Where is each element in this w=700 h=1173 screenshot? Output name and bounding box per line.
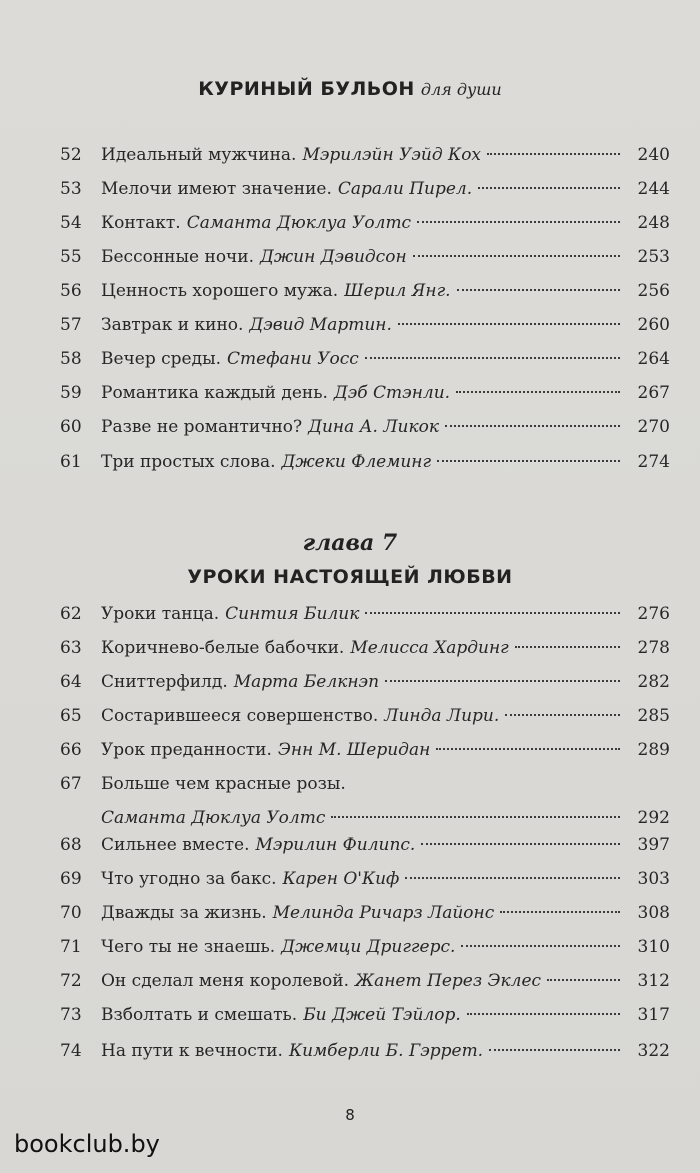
dot-leader xyxy=(456,391,620,393)
toc-entry-page: 264 xyxy=(637,349,670,369)
toc-entry-page: 278 xyxy=(637,638,670,658)
dot-leader xyxy=(436,748,620,750)
toc-entry-line xyxy=(101,410,670,444)
dot-leader xyxy=(515,646,620,648)
toc-entry-number: 54 xyxy=(60,213,82,233)
toc-entry-author: Мелинда Ричарз Лайонс xyxy=(272,903,495,923)
toc-entry-number: 64 xyxy=(60,672,82,692)
dot-leader xyxy=(437,460,620,462)
toc-entry-line xyxy=(101,1034,670,1068)
toc-entry-title: Коричнево-белые бабочки. xyxy=(101,638,345,658)
dot-leader xyxy=(467,1013,620,1015)
toc-entry-title: Он сделал меня королевой. xyxy=(101,971,349,991)
toc-entry xyxy=(0,665,700,699)
toc-entry-number: 66 xyxy=(60,740,82,760)
toc-entry-page: 256 xyxy=(637,281,670,301)
toc-entry-number: 59 xyxy=(60,383,82,403)
toc-entry-line xyxy=(101,376,670,410)
toc-entry-number: 62 xyxy=(60,604,82,624)
toc-entry-author: Дэб Стэнли. xyxy=(333,383,451,403)
toc-entry-author: Синтия Билик xyxy=(225,604,360,624)
dot-leader xyxy=(547,979,620,981)
toc-entry-number: 69 xyxy=(60,869,82,889)
toc-entry-line xyxy=(101,964,670,998)
dot-leader xyxy=(405,877,620,879)
dot-leader xyxy=(445,425,620,427)
toc-entry xyxy=(0,445,700,479)
toc-entry-author: Дэвид Мартин. xyxy=(249,315,392,335)
toc-entry-title: Сниттерфилд. xyxy=(101,672,228,692)
toc-entry-number: 52 xyxy=(60,145,82,165)
toc-entry xyxy=(0,1034,700,1068)
toc-entry-line xyxy=(101,274,670,308)
toc-entry xyxy=(0,930,700,964)
toc-entry-page: 317 xyxy=(637,1005,670,1025)
toc-entry-line xyxy=(101,998,670,1032)
toc-entry-page: 270 xyxy=(637,417,670,437)
toc-entry-author: Энн М. Шеридан xyxy=(277,740,431,760)
toc-entry-number: 71 xyxy=(60,937,82,957)
toc-entry-number: 70 xyxy=(60,903,82,923)
toc-entry xyxy=(0,699,700,733)
toc-entry-number: 61 xyxy=(60,452,82,472)
dot-leader xyxy=(365,612,620,614)
toc-entry-number: 58 xyxy=(60,349,82,369)
running-head xyxy=(0,78,700,100)
toc-entry-title: Взболтать и смешать. xyxy=(101,1005,298,1025)
toc-entry-number: 73 xyxy=(60,1005,82,1025)
toc-entry-title: Идеальный мужчина. xyxy=(101,145,297,165)
toc-entry xyxy=(0,896,700,930)
toc-entry-page: 292 xyxy=(637,808,670,828)
toc-entry-line xyxy=(101,631,670,665)
toc-entry-title: Завтрак и кино. xyxy=(101,315,244,335)
watermark: bookclub.by xyxy=(14,1130,160,1158)
toc-entry-author: Стефани Уосс xyxy=(227,349,359,369)
toc-entry-page: 244 xyxy=(637,179,670,199)
toc-entry-number: 55 xyxy=(60,247,82,267)
toc-entry-author: Жанет Перез Эклес xyxy=(354,971,542,991)
toc-entry-page: 285 xyxy=(637,706,670,726)
toc-entry xyxy=(0,964,700,998)
toc-entry-number: 65 xyxy=(60,706,82,726)
toc-entry xyxy=(0,862,700,896)
toc-entry-page: 303 xyxy=(637,869,670,889)
toc-entry-author: Саманта Дюклуа Уолтс xyxy=(101,808,326,828)
toc-entry xyxy=(0,172,700,206)
toc-entry-author: Джемци Дриггерс. xyxy=(281,937,456,957)
toc-entry-page: 276 xyxy=(637,604,670,624)
toc-entry xyxy=(0,308,700,342)
dot-leader xyxy=(421,843,620,845)
toc-entry-title: Ценность хорошего мужа. xyxy=(101,281,339,301)
page-number: 8 xyxy=(345,1106,355,1124)
dot-leader xyxy=(478,187,620,189)
toc-entry-title: Бессонные ночи. xyxy=(101,247,255,267)
toc-entry-page: 267 xyxy=(637,383,670,403)
toc-entry-number: 57 xyxy=(60,315,82,335)
toc-entry-title: Романтика каждый день. xyxy=(101,383,328,403)
toc-entry-number: 74 xyxy=(60,1041,82,1061)
toc-entry-title: Чего ты не знаешь. xyxy=(101,937,276,957)
toc-entry-title: Разве не романтично? xyxy=(101,417,303,437)
toc-entry-line xyxy=(101,862,670,896)
toc-entry-author: Джеки Флеминг xyxy=(281,452,432,472)
toc-entry-number: 63 xyxy=(60,638,82,658)
toc-entry xyxy=(0,733,700,767)
dot-leader xyxy=(417,221,620,223)
toc-entry-page: 248 xyxy=(637,213,670,233)
toc-entry-title: Уроки танца. xyxy=(101,604,220,624)
toc-entry-author: Мэрилэйн Уэйд Кох xyxy=(302,145,482,165)
toc-entry-page: 240 xyxy=(637,145,670,165)
toc-entry-line xyxy=(101,896,670,930)
toc-entry-number: 53 xyxy=(60,179,82,199)
toc-entry-title: Мелочи имеют значение. xyxy=(101,179,332,199)
dot-leader xyxy=(487,153,620,155)
toc-entry-author: Джин Дэвидсон xyxy=(260,247,407,267)
toc-entry-author: Саманта Дюклуа Уолтс xyxy=(186,213,412,233)
toc-entry-line xyxy=(101,172,670,206)
toc-entry xyxy=(0,828,700,862)
toc-entry xyxy=(0,410,700,444)
toc-entry-number: 67 xyxy=(60,774,82,794)
toc-entry-title: Состарившееся совершенство. xyxy=(101,706,379,726)
toc-entry-line xyxy=(101,930,670,964)
toc-entry-line xyxy=(101,828,670,862)
toc-entry-author: Сарали Пирел. xyxy=(337,179,473,199)
toc-entry-page: 274 xyxy=(637,452,670,472)
toc-entry-title: На пути к вечности. xyxy=(101,1041,283,1061)
toc-entry-author: Кимберли Б. Гэррет. xyxy=(288,1041,484,1061)
toc-entry-line xyxy=(101,342,670,376)
toc-entry xyxy=(0,240,700,274)
toc-entry xyxy=(0,376,700,410)
dot-leader xyxy=(461,945,620,947)
toc-entry-line xyxy=(101,699,670,733)
running-head-title: КУРИНЫЙ БУЛЬОН xyxy=(198,78,415,100)
toc-entry-line xyxy=(101,308,670,342)
toc-entry-author: Би Джей Тэйлор. xyxy=(303,1005,461,1025)
toc-entry-number: 56 xyxy=(60,281,82,301)
toc-entry xyxy=(0,597,700,631)
toc-entry-line xyxy=(101,240,670,274)
toc-entry-page: 260 xyxy=(637,315,670,335)
toc-entry-line xyxy=(101,597,670,631)
toc-entry-page: 253 xyxy=(637,247,670,267)
toc-entry-title: Что угодно за бакс. xyxy=(101,869,277,889)
toc-entry-title: Контакт. xyxy=(101,213,181,233)
toc-entry-title: Урок преданности. xyxy=(101,740,272,760)
toc-entry-author: Мэрилин Филипс. xyxy=(255,835,416,855)
toc-entry-number: 68 xyxy=(60,835,82,855)
toc-entry-page: 308 xyxy=(637,903,670,923)
toc-entry-title: Больше чем красные розы. xyxy=(101,774,346,794)
toc-entry-page: 397 xyxy=(637,835,670,855)
toc-entry-page: 312 xyxy=(637,971,670,991)
toc-entry-page: 310 xyxy=(637,937,670,957)
toc-entry-page: 282 xyxy=(637,672,670,692)
toc-entry-page: 322 xyxy=(637,1041,670,1061)
toc-entry xyxy=(0,998,700,1032)
dot-leader xyxy=(457,289,620,291)
toc-entry-line xyxy=(101,138,670,172)
toc-entry-number: 72 xyxy=(60,971,82,991)
toc-entry xyxy=(0,342,700,376)
dot-leader xyxy=(365,357,620,359)
toc-entry-author: Линда Лири. xyxy=(384,706,500,726)
toc-entry-line xyxy=(101,733,670,767)
running-head-script: для души xyxy=(420,80,502,99)
toc-entry xyxy=(0,631,700,665)
toc-entry xyxy=(0,206,700,240)
chapter-title: УРОКИ НАСТОЯЩЕЙ ЛЮБВИ xyxy=(187,566,513,588)
toc-entry-line xyxy=(101,665,670,699)
toc-entry-title: Три простых слова. xyxy=(101,452,276,472)
toc-entry-author: Мелисса Хардинг xyxy=(350,638,509,658)
chapter-label: глава 7 xyxy=(302,530,398,556)
toc-entry-title: Дважды за жизнь. xyxy=(101,903,267,923)
dot-leader xyxy=(505,714,620,716)
toc-entry-author: Дина А. Ликок xyxy=(308,417,440,437)
toc-entry xyxy=(0,138,700,172)
toc-entry-title: Вечер среды. xyxy=(101,349,222,369)
dot-leader xyxy=(398,323,620,325)
toc-entry-line xyxy=(101,445,670,479)
dot-leader xyxy=(385,680,620,682)
toc-entry-line xyxy=(101,206,670,240)
toc-entry-author: Шерил Янг. xyxy=(344,281,451,301)
dot-leader xyxy=(331,816,620,818)
toc-entry xyxy=(0,274,700,308)
toc-entry-author: Марта Белкнэп xyxy=(233,672,380,692)
toc-entry-number: 60 xyxy=(60,417,82,437)
dot-leader xyxy=(489,1049,620,1051)
toc-entry-author: Карен О'Киф xyxy=(282,869,400,889)
toc-entry-title: Сильнее вместе. xyxy=(101,835,250,855)
dot-leader xyxy=(413,255,620,257)
toc-entry-page: 289 xyxy=(637,740,670,760)
dot-leader xyxy=(500,911,620,913)
